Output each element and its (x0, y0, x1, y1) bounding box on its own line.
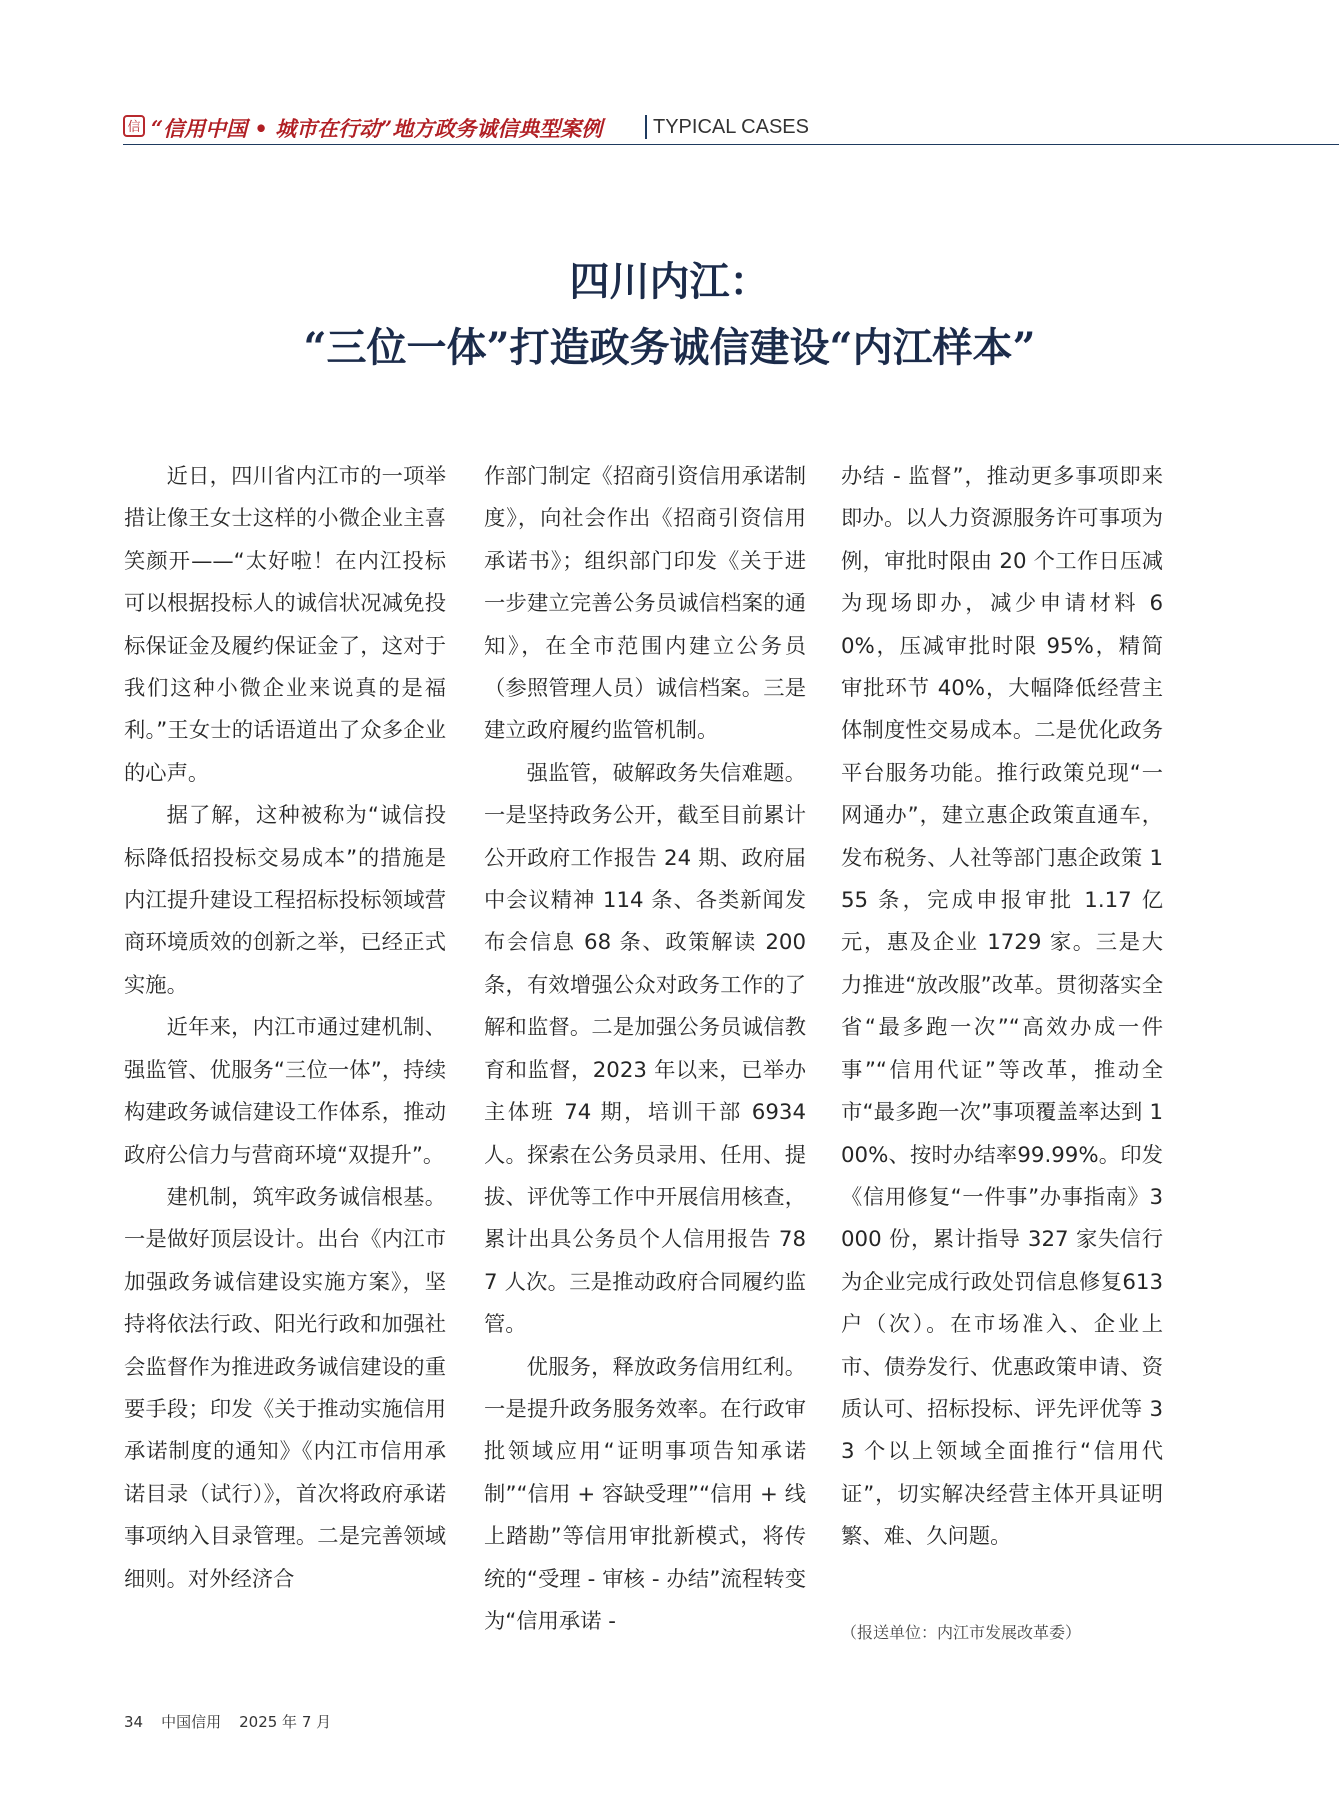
article-title-line1: 四川内江： (569, 258, 770, 305)
page-number: 34 (124, 1713, 144, 1731)
issue-date: 2025 年 7 月 (239, 1713, 332, 1731)
text-column-3 (841, 456, 1163, 1559)
source-note: （报送单位：内江市发展改革委） (841, 1623, 1082, 1642)
paragraph: 优服务，释放政务信用红利。一是提升政务服务效率。在行政审批领域应用“证明事项告知承诺制”“信用 + 容缺受理”“信用 + 线上踏勘”等信用审批新模式，将传统的“受理 - 审核 - 办结”流程转变为“信用承诺 - (484, 1354, 806, 1634)
text-column-1 (124, 456, 446, 1601)
magazine-name: 中国信用 (161, 1713, 222, 1731)
paragraph: 近日，四川省内江市的一项举措让像王女士这样的小微企业主喜笑颜开——“太好啦！在内江投标可以根据投标人的诚信状况减免投标保证金及履约保证金了，这对于我们这种小微企业来说真的是福利。”王女士的话语道出了众多企业的心声。 (124, 464, 446, 786)
page-footer (124, 1711, 349, 1732)
article-title-line2: “三位一体”打造政务诚信建设“内江样本” (303, 324, 1036, 371)
credit-logo-icon: 信 (123, 115, 145, 137)
paragraph: 建机制，筑牢政务诚信根基。一是做好顶层设计。出台《内江市加强政务诚信建设实施方案》，坚持将依法行政、阳光行政和加强社会监督作为推进政务诚信建设的重要手段；印发《关于推动实施信用承诺制度的通知》《内江市信用承诺目录（试行）》，首次将政府承诺事项纳入目录管理。二是完善领域细则。对外经济合 (124, 1184, 446, 1592)
paragraph: 近年来，内江市通过建机制、强监管、优服务“三位一体”，持续构建政务诚信建设工作体系，推动政府公信力与营商环境“双提升”。 (124, 1015, 446, 1168)
paragraph: 办结 - 监督”，推动更多事项即来即办。以人力资源服务许可事项为例，审批时限由 20 个工作日压减为现场即办，减少申请材料 60%，压减审批时限 95%，精简审批环节 40%，大幅降低经营主体制度性交易成本。二是优化政务平台服务功能。推行政策兑现“一网通办”，建立惠企政策直通车，发布税务、人社等部门惠企政策 155 条，完成申报审批 1.17 亿元，惠及企业 1729 家。三是大力推进“放改服”改革。贯彻落实全省“最多跑一次”“高效办成一件事”“信用代证”等改革，推动全市“最多跑一次”事项覆盖率达到 100%、按时办结率99.99%。印发《信用修复“一件事”办事指南》3000 份，累计指导 327 家失信行为企业完成行政处罚信息修复613户（次）。在市场准入、企业上市、债券发行、优惠政策申请、资质认可、招标投标、评先评优等 33 个以上领域全面推行“信用代证”，切实解决经营主体开具证明繁、难、久问题。 (841, 464, 1163, 1550)
section-label: TYPICAL CASES (653, 116, 809, 138)
paragraph: 强监管，破解政务失信难题。一是坚持政务公开，截至目前累计公开政府工作报告 24 期、政府届中会议精神 114 条、各类新闻发布会信息 68 条、政策解读 200 条，有效增强公众对政务工作的了解和监督。二是加强公务员诚信教育和监督，2023 年以来，已举办主体班 74 期，培训干部 6934 人。探索在公务员录用、任用、提拔、评优等工作中开展信用核查，累计出具公务员个人信用报告 787 人次。三是推动政府合同履约监管。 (484, 760, 806, 1338)
paragraph: 据了解，这种被称为“诚信投标降低招投标交易成本”的措施是内江提升建设工程招标投标领域营商环境质效的创新之举，已经正式实施。 (124, 803, 446, 998)
header-separator (645, 115, 647, 139)
text-column-2 (484, 456, 806, 1643)
series-title: “信用中国 • 城市在行动”地方政务诚信典型案例 (151, 116, 603, 141)
paragraph: 作部门制定《招商引资信用承诺制度》，向社会作出《招商引资信用承诺书》；组织部门印发《关于进一步建立完善公务员诚信档案的通知》，在全市范围内建立公务员（参照管理人员）诚信档案。三是建立政府履约监管机制。 (484, 464, 806, 744)
running-header (123, 112, 1339, 145)
